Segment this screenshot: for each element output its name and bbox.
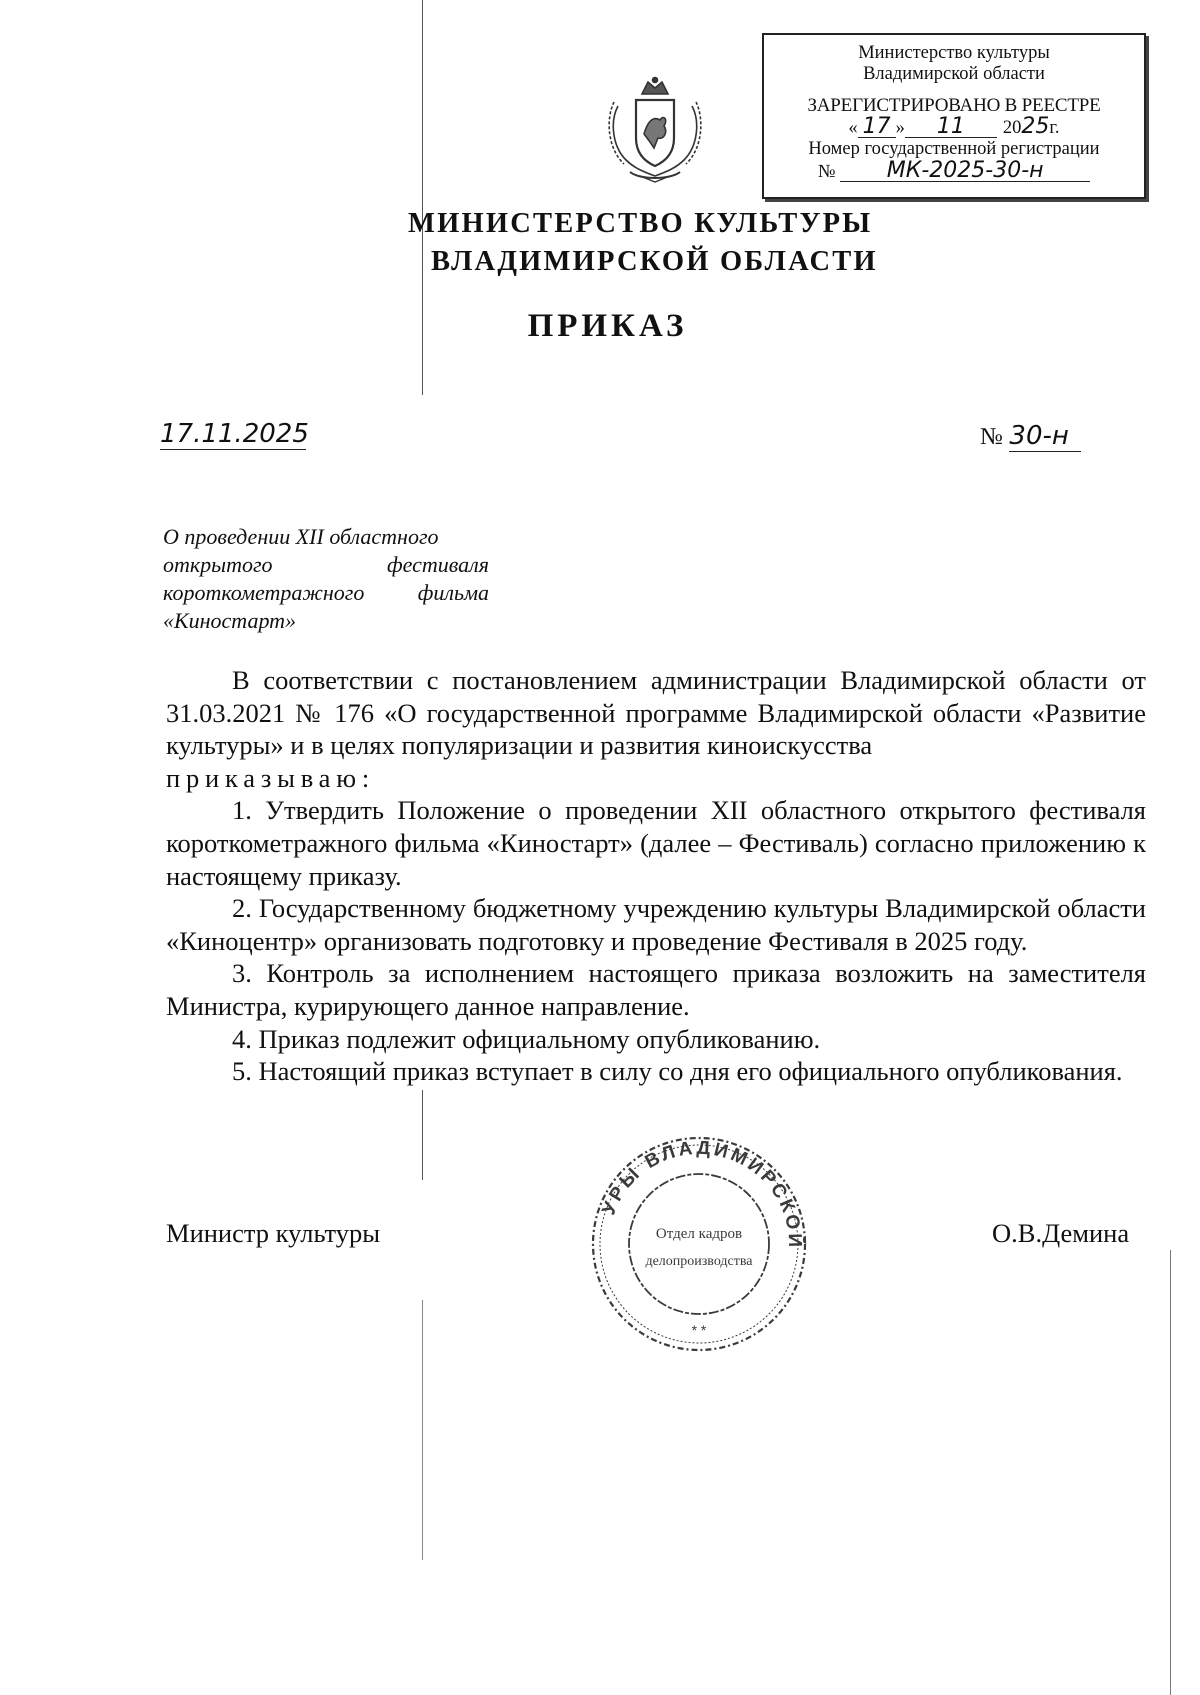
document-type-title: ПРИКАЗ xyxy=(527,308,688,344)
registration-year: 25 xyxy=(1021,114,1050,139)
registration-number-value: МК-2025-30-н xyxy=(840,160,1090,182)
body-item-2: 2. Государственному бюджетному учреждению культуры Владимирской области «Киноцентр» организовать подготовку и проведение Фестиваля в 2025 году. xyxy=(166,893,1146,956)
subject-line4: «Киностарт» xyxy=(163,608,297,633)
body-item-1: 1. Утвердить Положение о проведении XII областного открытого фестиваля короткометражного фильма «Киностарт» (далее – Фестиваль) согласно приложению к настоящему приказу. xyxy=(166,795,1146,891)
subject-line2: открытого фестиваля xyxy=(163,552,489,577)
signer-position: Министр культуры xyxy=(166,1218,381,1248)
scan-edge-line xyxy=(1170,1250,1171,1695)
signer-name: О.В.Демина xyxy=(992,1218,1130,1248)
registration-org-line1: Министерство культуры xyxy=(858,43,1050,63)
registration-number-label: Номер государственной регистрации xyxy=(808,139,1100,159)
body-preamble: В соответствии с постановлением администрации Владимирской области от 31.03.2021 № 176 «О государственной программе Владимирской области «Развитие культуры» и в целях популяризации и развития киноискусства xyxy=(166,665,1146,761)
body-item-5: 5. Настоящий приказ вступает в силу со дня его официального опубликования. xyxy=(232,1056,1123,1087)
document-number-value: 30-н xyxy=(1009,421,1081,452)
registration-day: 17 xyxy=(858,116,896,138)
ministry-name xyxy=(408,205,928,281)
registration-registered-label: ЗАРЕГИСТРИРОВАНО В РЕЕСТРЕ xyxy=(807,95,1101,116)
body-item-3: 3. Контроль за исполнением настоящего приказа возложить на заместителя Министра, курирующего данное направление. xyxy=(166,958,1146,1021)
registration-date: « 17 » 11 2025г. xyxy=(848,114,1060,139)
subject-line3: короткометражного фильма xyxy=(163,580,489,605)
svg-text:* *: * * xyxy=(691,1322,707,1338)
document-number: № 30-н xyxy=(980,421,1081,452)
registration-org-line2: Владимирской области xyxy=(863,64,1045,84)
registration-month: 11 xyxy=(905,116,997,138)
seal-ring-text: УРЫ ВЛАДИМИРСКОЙ xyxy=(598,1137,806,1251)
coat-of-arms-icon xyxy=(604,76,706,186)
subject-line1: О проведении XII областного xyxy=(163,524,439,549)
body-order-word: приказываю: xyxy=(166,762,376,793)
scan-fold-line-bottom xyxy=(422,1300,423,1560)
ministry-line2: ВЛАДИМИРСКОЙ ОБЛАСТИ xyxy=(431,246,878,277)
body-item-4: 4. Приказ подлежит официальному опубликованию. xyxy=(232,1023,821,1054)
document-subject xyxy=(163,523,489,635)
registration-number: № МК-2025-30-н xyxy=(764,160,1144,183)
document-date: 17.11.2025 xyxy=(160,419,309,449)
seal-inner-line1: Отдел кадров xyxy=(655,1226,743,1242)
scan-fold-line-middle xyxy=(422,1090,423,1180)
ministry-line1: МИНИСТЕРСТВО КУЛЬТУРЫ xyxy=(408,208,873,239)
registration-stamp xyxy=(762,33,1146,199)
round-seal-icon xyxy=(585,1130,813,1358)
seal-inner-line2: делопроизводства xyxy=(645,1254,753,1269)
document-body xyxy=(166,664,1146,1088)
